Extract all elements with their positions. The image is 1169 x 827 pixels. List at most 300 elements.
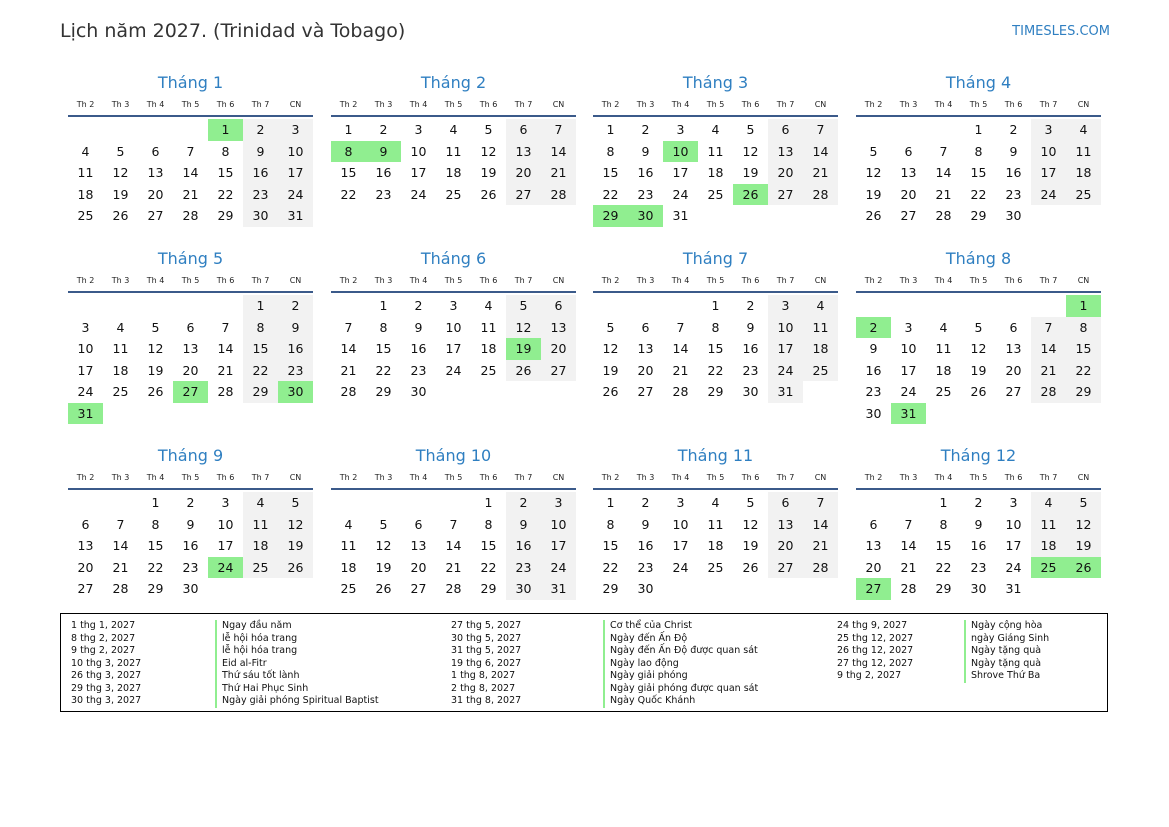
- day-cell: 25: [935, 384, 952, 399]
- day-cell: 6: [641, 319, 650, 335]
- legend-date: 10 thg 3, 2027: [71, 657, 142, 669]
- day-cell: 24: [541, 557, 576, 579]
- empty-cell: [436, 492, 471, 514]
- weekday-label: Th 4: [409, 276, 428, 285]
- day-cell: 2: [243, 119, 278, 141]
- empty-cell: [331, 492, 366, 514]
- day-cell: 2: [641, 122, 650, 137]
- day-cell: 10: [672, 516, 689, 532]
- weekday-label: Th 4: [934, 100, 953, 109]
- day-cell: 11: [480, 319, 497, 335]
- weekday-label: Th 5: [706, 100, 725, 109]
- weekday-label: Th 3: [636, 100, 655, 109]
- day-cell: 2: [506, 492, 541, 514]
- day-cell: 20: [182, 362, 199, 378]
- legend-holiday-name: Ngày đến Ấn Độ: [603, 633, 687, 646]
- day-cell: 2: [1009, 122, 1018, 137]
- header-rule: [593, 291, 838, 293]
- weekday-label: Th 2: [864, 473, 883, 482]
- month-name: Tháng 3: [682, 73, 749, 92]
- weekday-header: [856, 274, 1101, 288]
- day-cell: 25: [112, 384, 129, 399]
- day-cell: 2: [379, 122, 388, 137]
- day-cell: 7: [344, 319, 353, 335]
- holiday-day-cell: 10: [663, 141, 698, 163]
- day-cell: 6: [869, 516, 878, 532]
- day-cell: 25: [707, 559, 724, 575]
- day-cell: 13: [410, 538, 427, 553]
- legend-date: 30 thg 5, 2027: [451, 632, 522, 644]
- day-grid: [593, 492, 838, 600]
- weekday-label: Th 6: [741, 276, 760, 285]
- day-cell: 12: [742, 516, 759, 532]
- month-name: Tháng 7: [682, 249, 749, 268]
- day-cell: 20: [77, 559, 94, 575]
- holiday-day-cell: 27: [173, 381, 208, 403]
- weekday-label: Th 4: [671, 100, 690, 109]
- header-rule: [68, 291, 313, 293]
- empty-cell: [138, 119, 173, 141]
- month-name: Tháng 11: [677, 446, 754, 465]
- day-cell: 28: [672, 384, 689, 399]
- weekday-header: [593, 274, 838, 288]
- day-cell: 2: [746, 298, 755, 313]
- weekday-label: CN: [1077, 473, 1090, 482]
- day-cell: 21: [900, 559, 917, 575]
- day-cell: 25: [340, 581, 357, 596]
- day-cell: 26: [742, 559, 759, 575]
- page-title: Lịch năm 2027. (Trinidad và Tobago): [60, 20, 406, 42]
- day-cell: 15: [602, 538, 619, 553]
- weekday-label: Th 3: [899, 473, 918, 482]
- holiday-day-cell: 30: [628, 205, 663, 227]
- day-cell: 17: [1031, 162, 1066, 184]
- empty-cell: [366, 492, 401, 514]
- day-cell: 17: [672, 165, 689, 180]
- month-name: Tháng 12: [940, 446, 1017, 465]
- day-cell: 14: [541, 141, 576, 163]
- weekday-label: Th 7: [1039, 473, 1058, 482]
- day-cell: 22: [707, 362, 724, 378]
- day-cell: 10: [1005, 516, 1022, 532]
- day-cell: 1: [606, 122, 615, 137]
- day-cell: 11: [707, 516, 724, 532]
- legend-date: 9 thg 2, 2027: [71, 645, 136, 656]
- day-cell: 11: [1066, 141, 1101, 163]
- legend-date: 26 thg 3, 2027: [71, 670, 142, 681]
- header-rule: [331, 291, 576, 293]
- weekday-label: Th 5: [969, 276, 988, 285]
- day-cell: 18: [112, 362, 129, 378]
- day-cell: 16: [742, 341, 759, 356]
- day-cell: 16: [506, 535, 541, 557]
- empty-cell: [856, 295, 891, 317]
- day-cell: 4: [243, 492, 278, 514]
- day-cell: 21: [672, 362, 689, 378]
- legend-date: 2 thg 8, 2027: [451, 682, 516, 694]
- day-grid: [68, 295, 313, 424]
- day-grid: [593, 295, 838, 403]
- day-cell: 20: [768, 162, 803, 184]
- day-cell: 30: [410, 384, 427, 399]
- day-cell: 9: [243, 141, 278, 163]
- day-cell: 24: [445, 362, 462, 378]
- weekday-header: [68, 471, 313, 485]
- day-cell: 30: [243, 205, 278, 227]
- weekday-header: [593, 471, 838, 485]
- day-grid: [68, 492, 313, 600]
- day-cell: 8: [221, 143, 230, 159]
- day-cell: 3: [676, 495, 685, 510]
- day-cell: 20: [637, 362, 654, 378]
- month-name: Tháng 9: [157, 446, 224, 465]
- holiday-day-cell: 19: [506, 338, 541, 360]
- day-cell: 15: [375, 341, 392, 356]
- weekday-label: Th 3: [374, 100, 393, 109]
- weekday-label: Th 7: [251, 276, 270, 285]
- day-cell: 27: [410, 581, 427, 596]
- holiday-day-cell: 24: [208, 557, 243, 579]
- legend-date: 26 thg 12, 2027: [837, 645, 914, 656]
- empty-cell: [68, 295, 103, 317]
- site-link[interactable]: TIMESLES.COM: [1012, 24, 1110, 39]
- holiday-day-cell: 26: [733, 184, 768, 206]
- day-cell: 22: [602, 186, 619, 202]
- day-cell: 24: [278, 184, 313, 206]
- day-cell: 23: [182, 559, 199, 575]
- day-cell: 18: [1066, 162, 1101, 184]
- day-cell: 21: [1031, 360, 1066, 382]
- weekday-label: Th 5: [181, 473, 200, 482]
- day-grid: [331, 119, 576, 205]
- day-cell: 8: [151, 516, 160, 532]
- month-name: Tháng 4: [945, 73, 1012, 92]
- day-cell: 10: [410, 143, 427, 159]
- day-cell: 12: [480, 143, 497, 159]
- day-cell: 30: [970, 581, 987, 596]
- day-cell: 27: [506, 184, 541, 206]
- day-cell: 30: [742, 384, 759, 399]
- header-rule: [856, 488, 1101, 490]
- day-grid: [856, 295, 1101, 424]
- day-cell: 12: [112, 165, 129, 180]
- day-cell: 31: [768, 381, 803, 403]
- day-cell: 29: [707, 384, 724, 399]
- legend-holiday-name: ngày Giáng Sinh: [964, 633, 1049, 646]
- day-cell: 14: [803, 141, 838, 163]
- holiday-day-cell: 8: [331, 141, 366, 163]
- day-cell: 30: [506, 578, 541, 600]
- day-cell: 18: [243, 535, 278, 557]
- day-cell: 27: [900, 208, 917, 223]
- day-cell: 18: [480, 341, 497, 356]
- weekday-label: Th 5: [444, 473, 463, 482]
- day-cell: 7: [116, 516, 125, 532]
- day-cell: 2: [186, 495, 195, 510]
- legend-date: 19 thg 6, 2027: [451, 657, 522, 669]
- weekday-label: Th 6: [1004, 276, 1023, 285]
- day-cell: 1: [484, 495, 493, 510]
- weekday-label: Th 3: [899, 276, 918, 285]
- day-cell: 27: [541, 360, 576, 382]
- day-cell: 6: [768, 119, 803, 141]
- day-cell: 20: [900, 186, 917, 202]
- weekday-label: Th 5: [969, 100, 988, 109]
- weekday-label: Th 4: [146, 276, 165, 285]
- weekday-label: Th 4: [146, 100, 165, 109]
- day-cell: 18: [445, 165, 462, 180]
- day-cell: 7: [803, 119, 838, 141]
- weekday-label: Th 5: [706, 276, 725, 285]
- day-cell: 12: [506, 317, 541, 339]
- day-cell: 19: [865, 186, 882, 202]
- weekday-label: Th 4: [934, 473, 953, 482]
- day-cell: 5: [116, 143, 125, 159]
- legend-holiday-name: lễ hội hóa trang: [215, 645, 297, 658]
- day-cell: 28: [217, 384, 234, 399]
- weekday-label: Th 7: [1039, 100, 1058, 109]
- weekday-label: Th 6: [216, 473, 235, 482]
- weekday-label: Th 4: [671, 276, 690, 285]
- day-cell: 28: [935, 208, 952, 223]
- empty-cell: [138, 295, 173, 317]
- day-cell: 1: [606, 495, 615, 510]
- day-cell: 15: [1066, 338, 1101, 360]
- weekday-label: Th 6: [741, 473, 760, 482]
- day-grid: [593, 119, 838, 227]
- header-rule: [68, 488, 313, 490]
- weekday-label: Th 4: [409, 473, 428, 482]
- day-cell: 21: [112, 559, 129, 575]
- day-cell: 6: [186, 319, 195, 335]
- day-cell: 10: [900, 341, 917, 356]
- empty-cell: [628, 295, 663, 317]
- day-cell: 18: [935, 362, 952, 378]
- day-grid: [331, 295, 576, 403]
- day-cell: 28: [541, 184, 576, 206]
- day-cell: 23: [506, 557, 541, 579]
- day-cell: 19: [970, 362, 987, 378]
- weekday-header: [331, 274, 576, 288]
- day-cell: 18: [77, 186, 94, 202]
- day-cell: 5: [506, 295, 541, 317]
- day-cell: 15: [707, 341, 724, 356]
- day-cell: 5: [484, 122, 493, 137]
- day-cell: 11: [77, 165, 94, 180]
- empty-cell: [996, 295, 1031, 317]
- day-cell: 1: [379, 298, 388, 313]
- weekday-label: Th 7: [251, 100, 270, 109]
- day-cell: 25: [707, 186, 724, 202]
- day-cell: 11: [935, 341, 952, 356]
- month-block: [593, 446, 838, 600]
- day-cell: 22: [375, 362, 392, 378]
- day-cell: 28: [182, 208, 199, 223]
- day-cell: 13: [637, 341, 654, 356]
- day-cell: 15: [935, 538, 952, 553]
- day-cell: 12: [278, 514, 313, 536]
- day-cell: 29: [217, 208, 234, 223]
- day-cell: 16: [970, 538, 987, 553]
- day-cell: 30: [637, 581, 654, 596]
- day-cell: 14: [340, 341, 357, 356]
- day-cell: 18: [340, 559, 357, 575]
- empty-cell: [103, 119, 138, 141]
- day-cell: 22: [340, 186, 357, 202]
- day-cell: 5: [606, 319, 615, 335]
- day-cell: 24: [768, 360, 803, 382]
- day-cell: 16: [1005, 165, 1022, 180]
- month-name: Tháng 10: [415, 446, 492, 465]
- day-cell: 8: [379, 319, 388, 335]
- day-cell: 28: [1031, 381, 1066, 403]
- day-cell: 27: [147, 208, 164, 223]
- day-cell: 5: [278, 492, 313, 514]
- day-cell: 26: [970, 384, 987, 399]
- day-cell: 17: [217, 538, 234, 553]
- day-cell: 25: [480, 362, 497, 378]
- day-cell: 20: [541, 338, 576, 360]
- day-cell: 17: [445, 341, 462, 356]
- legend-date: 27 thg 12, 2027: [837, 657, 914, 669]
- day-cell: 24: [77, 384, 94, 399]
- weekday-label: Th 5: [181, 276, 200, 285]
- empty-cell: [593, 295, 628, 317]
- weekday-header: [331, 471, 576, 485]
- day-cell: 29: [480, 581, 497, 596]
- day-cell: 13: [182, 341, 199, 356]
- day-cell: 22: [602, 559, 619, 575]
- day-cell: 1: [344, 122, 353, 137]
- day-cell: 10: [1031, 141, 1066, 163]
- day-cell: 28: [445, 581, 462, 596]
- day-cell: 19: [147, 362, 164, 378]
- weekday-header: [856, 98, 1101, 112]
- day-cell: 1: [974, 122, 983, 137]
- legend-holiday-name: Ngày giải phóng Spiritual Baptist: [215, 695, 379, 708]
- month-block: [68, 249, 313, 424]
- day-cell: 11: [112, 341, 129, 356]
- day-cell: 25: [1066, 184, 1101, 206]
- weekday-header: [331, 98, 576, 112]
- weekday-label: Th 7: [514, 473, 533, 482]
- day-cell: 21: [803, 162, 838, 184]
- day-cell: 29: [602, 581, 619, 596]
- legend-date: 24 thg 9, 2027: [837, 620, 908, 631]
- day-cell: 30: [865, 405, 882, 421]
- weekday-label: CN: [552, 100, 565, 109]
- day-cell: 4: [803, 295, 838, 317]
- day-cell: 26: [865, 208, 882, 223]
- day-cell: 16: [410, 341, 427, 356]
- day-cell: 3: [414, 122, 423, 137]
- empty-cell: [926, 295, 961, 317]
- day-cell: 22: [935, 559, 952, 575]
- day-cell: 6: [414, 516, 423, 532]
- weekday-label: Th 2: [601, 100, 620, 109]
- day-cell: 8: [711, 319, 720, 335]
- day-cell: 29: [935, 581, 952, 596]
- day-cell: 9: [974, 516, 983, 532]
- weekday-label: Th 4: [671, 473, 690, 482]
- day-cell: 7: [676, 319, 685, 335]
- day-cell: 27: [1005, 384, 1022, 399]
- day-cell: 6: [768, 492, 803, 514]
- legend-holiday-name: Ngày lao động: [603, 658, 679, 671]
- day-cell: 19: [602, 362, 619, 378]
- weekday-header: [856, 471, 1101, 485]
- day-cell: 11: [803, 317, 838, 339]
- day-cell: 23: [1005, 186, 1022, 202]
- day-cell: 8: [243, 317, 278, 339]
- day-cell: 12: [970, 341, 987, 356]
- weekday-label: Th 3: [374, 276, 393, 285]
- day-cell: 7: [449, 516, 458, 532]
- day-cell: 21: [803, 535, 838, 557]
- legend-holiday-name: Ngày đến Ấn Độ được quan sát: [603, 645, 758, 658]
- day-cell: 31: [278, 205, 313, 227]
- day-cell: 5: [869, 143, 878, 159]
- day-cell: 26: [480, 186, 497, 202]
- weekday-label: Th 2: [601, 473, 620, 482]
- day-cell: 14: [445, 538, 462, 553]
- legend-holiday-name: Eid al-Fitr: [215, 658, 267, 671]
- day-cell: 20: [410, 559, 427, 575]
- weekday-label: Th 5: [706, 473, 725, 482]
- weekday-label: Th 3: [899, 100, 918, 109]
- day-cell: 16: [637, 165, 654, 180]
- weekday-label: Th 4: [409, 100, 428, 109]
- weekday-label: Th 2: [864, 276, 883, 285]
- day-cell: 30: [182, 581, 199, 596]
- day-cell: 16: [637, 538, 654, 553]
- day-cell: 13: [768, 514, 803, 536]
- day-cell: 4: [484, 298, 493, 313]
- holiday-day-cell: 27: [856, 578, 891, 600]
- header-rule: [856, 115, 1101, 117]
- day-cell: 4: [1031, 492, 1066, 514]
- header-rule: [593, 115, 838, 117]
- day-cell: 9: [641, 516, 650, 532]
- day-cell: 3: [278, 119, 313, 141]
- header-rule: [331, 488, 576, 490]
- day-cell: 17: [77, 362, 94, 378]
- weekday-label: Th 7: [776, 473, 795, 482]
- weekday-label: Th 3: [636, 276, 655, 285]
- day-cell: 15: [340, 165, 357, 180]
- day-cell: 13: [506, 141, 541, 163]
- day-cell: 27: [768, 557, 803, 579]
- legend-date: 8 thg 2, 2027: [71, 632, 136, 644]
- weekday-label: Th 6: [216, 276, 235, 285]
- legend-holiday-name: lễ hội hóa trang: [215, 633, 297, 646]
- weekday-label: Th 2: [76, 276, 95, 285]
- day-cell: 12: [375, 538, 392, 553]
- day-cell: 22: [147, 559, 164, 575]
- legend-holiday-name: Ngay đầu năm: [215, 620, 292, 633]
- month-name: Tháng 5: [157, 249, 224, 268]
- day-cell: 3: [221, 495, 230, 510]
- day-cell: 22: [480, 559, 497, 575]
- holiday-day-cell: 1: [208, 119, 243, 141]
- weekday-label: Th 6: [479, 276, 498, 285]
- day-cell: 24: [672, 559, 689, 575]
- empty-cell: [68, 492, 103, 514]
- day-cell: 7: [186, 143, 195, 159]
- day-cell: 7: [1031, 317, 1066, 339]
- day-cell: 27: [768, 184, 803, 206]
- day-cell: 12: [865, 165, 882, 180]
